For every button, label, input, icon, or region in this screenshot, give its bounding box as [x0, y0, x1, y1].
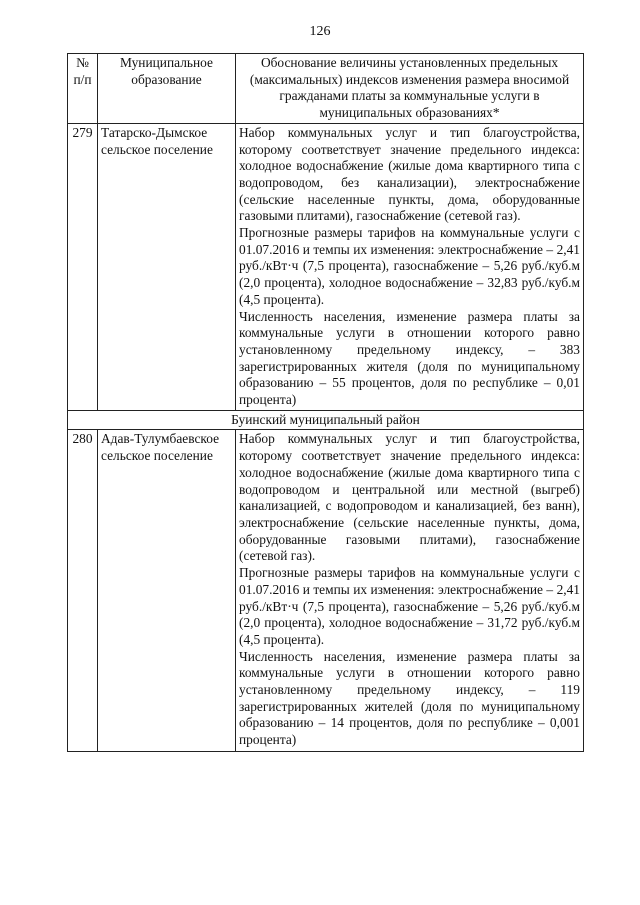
header-municipality: Муниципальное образование: [98, 54, 236, 124]
services-paragraph: Набор коммунальных услуг и тип благоустройства, которому соответствует значение предельного индекса: холодное водоснабжение (жилые дома квартирного типа с водопроводом и центральной или местной (выгреб) канализацией, с водопроводом и канализацией, без ванн), электроснабжение (сельские населенные пункты, дома, оборудованные газовыми плитами), газоснабжение (сетевой газ).: [239, 431, 580, 564]
header-justification: Обоснование величины установленных предельных (максимальных) индексов изменения размера вносимой гражданами платы за коммунальные услуги в муниципальных образованиях*: [236, 54, 584, 124]
justification-cell: [236, 123, 584, 410]
table-header-row: [68, 54, 584, 124]
services-paragraph: Набор коммунальных услуг и тип благоустройства, которому соответствует значение предельного индекса: холодное водоснабжение (жилые дома квартирного типа с водопроводом, без канализации), электроснабжение (сельские населенные пункты, дома, оборудованные газовыми плитами), газоснабжение (сетевой газ).: [239, 124, 580, 224]
municipality-name: Адав-Тулумбаевское сельское поселение: [98, 430, 236, 751]
row-number: 280: [68, 430, 98, 751]
population-paragraph: Численность населения, изменение размера платы за коммунальные услуги в отношении которого равно установленному предельному индексу, – 383 зарегистрированных жителя (доля по муниципальному образованию – 55 процентов, доля по республике – 0,01 процента): [239, 308, 580, 408]
page-number: 126: [309, 24, 331, 39]
table-row: [68, 430, 584, 751]
district-name: Буинский муниципальный район: [68, 410, 584, 430]
header-num: № п/п: [68, 54, 98, 124]
table-row: [68, 123, 584, 410]
row-number: 279: [68, 123, 98, 410]
justification-cell: [236, 430, 584, 751]
district-row: [68, 410, 584, 430]
tariffs-paragraph: Прогнозные размеры тарифов на коммунальные услуги с 01.07.2016 и темпы их изменения: электроснабжение – 2,41 руб./кВт·ч (7,5 процента), газоснабжение – 5,26 руб./куб.м (2,0 процента), холодное водоснабжение – 32,83 руб./куб.м (4,5 процента).: [239, 225, 580, 307]
tariffs-paragraph: Прогнозные размеры тарифов на коммунальные услуги с 01.07.2016 и темпы их изменения: электроснабжение – 2,41 руб./кВт·ч (7,5 процента), газоснабжение – 5,26 руб./куб.м (2,0 процента), холодное водоснабжение – 31,72 руб./куб.м (4,5 процента).: [239, 565, 580, 647]
indices-table: [67, 53, 584, 752]
population-paragraph: Численность населения, изменение размера платы за коммунальные услуги в отношении которого равно установленному предельному индексу, – 119 зарегистрированных жителей (доля по муниципальному образованию – 14 процентов, доля по республике – 0,001 процента): [239, 648, 580, 748]
municipality-name: Татарско-Дымское сельское поселение: [98, 123, 236, 410]
